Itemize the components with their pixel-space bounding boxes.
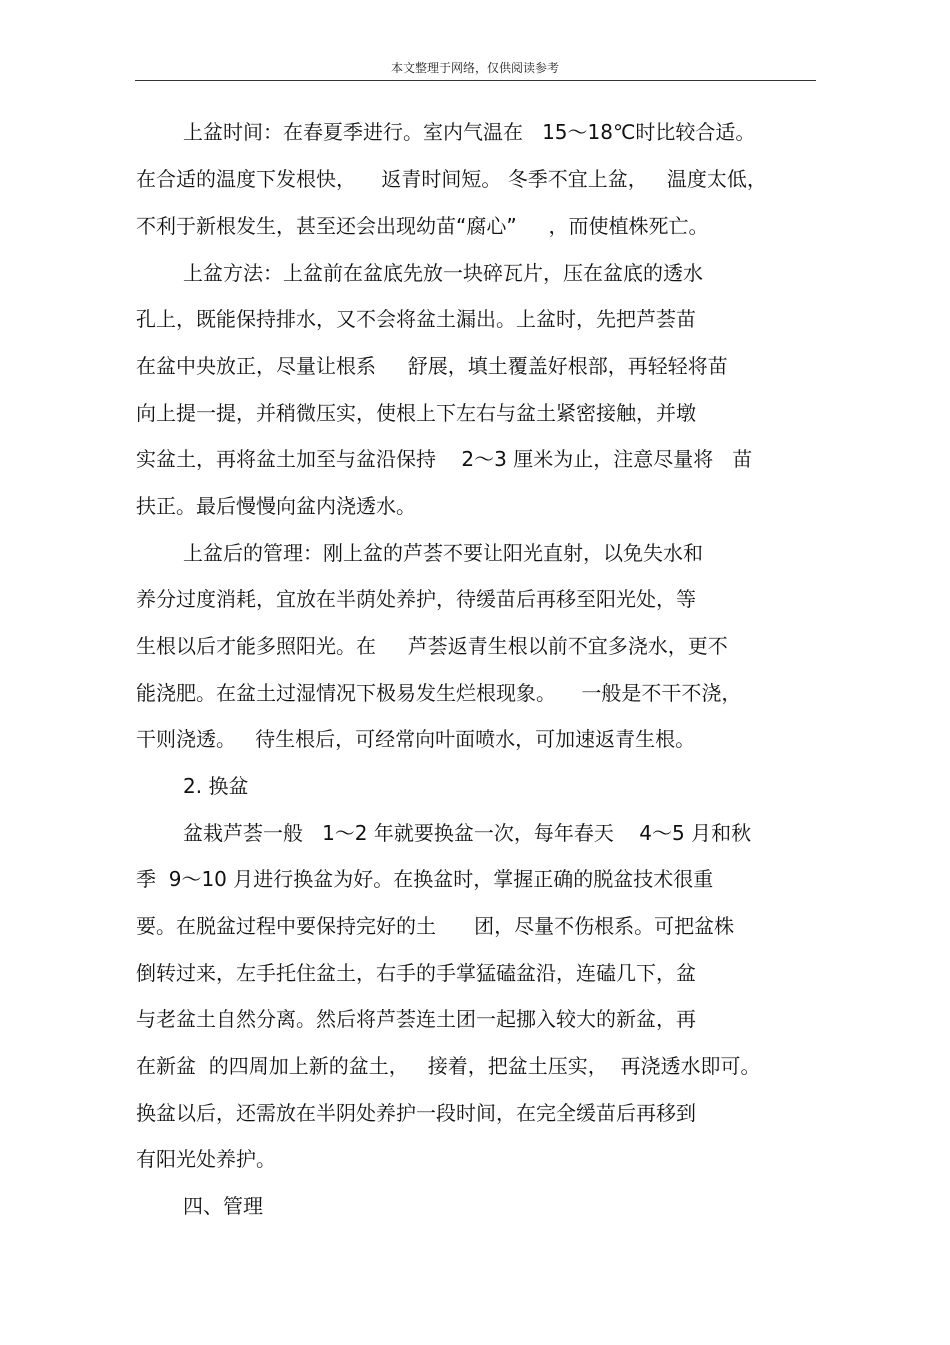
- page-header: 本文整理于网络，仅供阅读参考: [390, 61, 559, 75]
- text-line: 上盆后的管理：刚上盆的芦荟不要让阳光直射，以免失水和: [183, 541, 703, 565]
- text-line: 不利于新根发生，甚至还会出现幼苗“腐心” ，而使植株死亡。: [136, 214, 709, 238]
- text-line: 向上提一提，并稍微压实，使根上下左右与盆土紧密接触，并墩: [136, 401, 696, 425]
- section-heading: 四、管理: [183, 1194, 263, 1218]
- text-line: 干则浇透。 待生根后，可经常向叶面喷水，可加速返青生根。: [136, 727, 696, 751]
- text-line: 有阳光处养护。: [136, 1147, 276, 1171]
- text-line: 倒转过来，左手托住盆土，右手的手掌猛磕盆沿，连磕几下，盆: [136, 961, 696, 985]
- text-line: 养分过度消耗，宜放在半荫处养护，待缓苗后再移至阳光处，等: [136, 587, 696, 611]
- text-line: 在合适的温度下发根快， 返青时间短。 冬季不宜上盆， 温度太低，: [136, 167, 767, 191]
- section-heading: 2. 换盆: [183, 774, 249, 798]
- text-line: 季 9～10 月进行换盆为好。在换盆时，掌握正确的脱盆技术很重: [136, 867, 714, 891]
- text-line: 能浇肥。在盆土过湿情况下极易发生烂根现象。 一般是不干不浇，: [136, 681, 742, 705]
- text-line: 与老盆土自然分离。然后将芦荟连土团一起挪入较大的新盆，再: [136, 1007, 696, 1031]
- text-line: 在盆中央放正，尽量让根系 舒展，填土覆盖好根部，再轻轻将苗: [136, 354, 728, 378]
- text-line: 上盆时间：在春夏季进行。室内气温在 15～18℃时比较合适。: [183, 120, 756, 144]
- text-line: 扶正。最后慢慢向盆内浇透水。: [136, 494, 416, 518]
- text-line: 实盆土，再将盆土加至与盆沿保持 2～3 厘米为止，注意尽量将 苗: [136, 447, 753, 471]
- text-line: 上盆方法：上盆前在盆底先放一块碎瓦片，压在盆底的透水: [183, 261, 703, 285]
- text-line: 盆栽芦荟一般 1～2 年就要换盆一次，每年春天 4～5 月和秋: [183, 821, 752, 845]
- text-line: 生根以后才能多照阳光。在 芦荟返青生根以前不宜多浇水，更不: [136, 634, 728, 658]
- text-line: 在新盆 的四周加上新的盆土， 接着，把盆土压实， 再浇透水即可。: [136, 1054, 761, 1078]
- header-divider: [135, 80, 816, 81]
- text-line: 要。在脱盆过程中要保持完好的土 团，尽量不伤根系。可把盆株: [136, 914, 735, 938]
- text-line: 孔上，既能保持排水，又不会将盆土漏出。上盆时，先把芦荟苗: [136, 307, 696, 331]
- text-line: 换盆以后，还需放在半阴处养护一段时间，在完全缓苗后再移到: [136, 1101, 696, 1125]
